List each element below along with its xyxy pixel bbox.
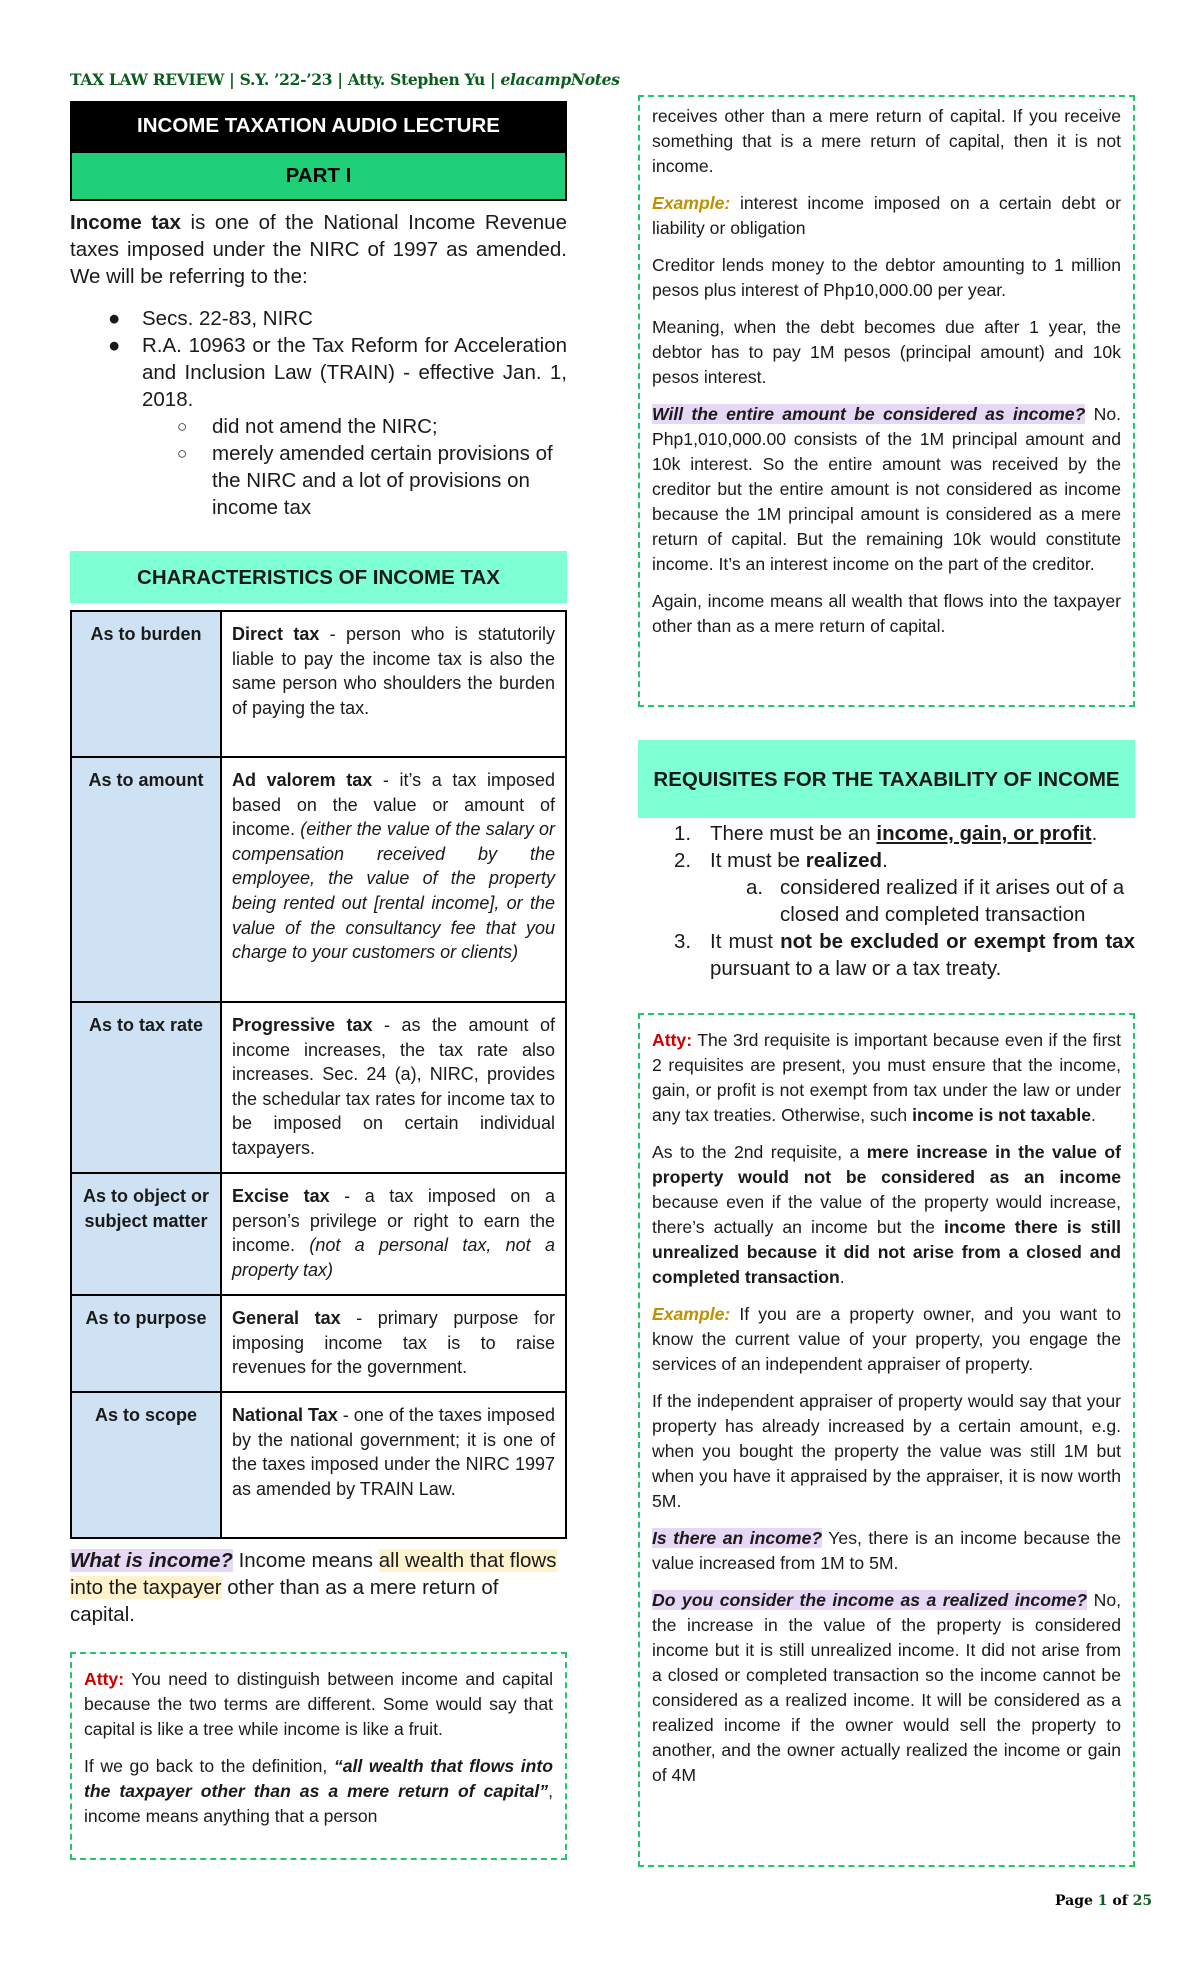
tax-description: - it’s a tax imposed based on the value or amount of income. — [232, 770, 555, 840]
list-item — [638, 847, 1135, 874]
list-item — [638, 820, 1135, 847]
note-emphasis: mere increase in the value of property would not be considered as an income — [652, 1142, 1121, 1187]
characteristics-table — [70, 610, 567, 1539]
list-item-text: It must be — [710, 849, 806, 872]
tax-term: Ad valorem tax — [232, 770, 373, 790]
note-text-end: . — [1091, 1105, 1096, 1125]
row-value — [221, 757, 566, 1002]
row-key: As to amount — [71, 757, 221, 1002]
note-text: Meaning, when the debt becomes due after 1 year, the debtor has to pay 1M pesos (principal amount) and 10k pesos interest. — [652, 317, 1121, 387]
row-key: As to tax rate — [71, 1002, 221, 1173]
sub-list-letter: a. — [746, 876, 764, 899]
page-label: Page — [1055, 1893, 1098, 1909]
bullet-icon: ● — [108, 307, 121, 330]
circle-bullet-icon: ○ — [177, 444, 188, 463]
example-label: Example: — [652, 1304, 731, 1324]
page-of: of — [1107, 1893, 1133, 1909]
table-row — [71, 1392, 566, 1538]
example-label: Example: — [652, 193, 731, 213]
list-item-text-end: . — [882, 849, 888, 872]
list-number: 1. — [674, 822, 692, 845]
note-text-end: . — [839, 1267, 845, 1287]
question-text: What is income? — [70, 1549, 233, 1572]
highlighted-definition: all wealth that flows into the taxpayer — [70, 1549, 557, 1599]
intro-paragraph — [70, 209, 567, 290]
atty-label: Atty: — [652, 1030, 693, 1050]
requisites-list — [638, 820, 1135, 982]
atty-label: Atty: — [84, 1669, 125, 1689]
tax-description: - person who is statutorily liable to pay the income tax is also the same person who shoulders the burden of paying the tax. — [232, 624, 555, 718]
row-key: As to scope — [71, 1392, 221, 1538]
list-item-emphasis: not be excluded or exempt from tax — [780, 930, 1135, 953]
row-value — [221, 1392, 566, 1538]
row-value — [221, 611, 566, 757]
note-text: You need to distinguish between income and capital because the two terms are different. Some would say that capital is like a tree while income is like a fruit. — [84, 1669, 553, 1739]
list-item-text-end: . — [1091, 822, 1098, 845]
sub-list-item — [70, 440, 567, 521]
tax-note: (either the value of the salary or compensation received by the employee, the value of the property being rented out [rental income], or the value of the consultancy fee that you charge to your customers or clients) — [232, 819, 555, 963]
answer-text: No, the increase in the value of the property is considered income but it is still unrealized income. It did not arise from a closed or completed transaction so the income cannot be considered as a realized income. It will be considered as a realized income if the owner would sell the property to another, and the owner actually realized the income or gain of 4M — [652, 1590, 1121, 1785]
row-value — [221, 1173, 566, 1295]
tax-term: National Tax — [232, 1405, 338, 1425]
list-number: 2. — [674, 849, 692, 872]
sub-list-item-text: did not amend the NIRC; — [212, 415, 438, 438]
note-text: , income means anything that a person — [84, 1781, 553, 1826]
answer-text: Income means — [232, 1549, 379, 1572]
table-row — [71, 1002, 566, 1173]
continued-note-box — [638, 95, 1135, 707]
question-text: Will the entire amount be considered as income? — [652, 404, 1086, 424]
requisites-heading: REQUISITES FOR THE TAXABILITY OF INCOME — [638, 740, 1135, 818]
intro-term: Income tax — [70, 211, 181, 234]
characteristics-heading: CHARACTERISTICS OF INCOME TAX — [70, 551, 567, 603]
table-row — [71, 757, 566, 1002]
note-text: Again, income means all wealth that flows into the taxpayer other than as a mere return of capital. — [652, 591, 1121, 636]
tax-note: (not a personal tax, not a property tax) — [232, 1235, 556, 1280]
atty-note-box-1 — [70, 1652, 567, 1860]
header-brand: elacampNotes — [500, 70, 620, 89]
list-item-text: It must — [710, 930, 781, 953]
list-item-text: There must be an — [710, 822, 877, 845]
list-item-text-end: pursuant to a law or a tax treaty. — [710, 957, 1002, 980]
note-text: As to the 2nd requisite, a — [652, 1142, 867, 1162]
list-item — [638, 928, 1135, 982]
note-text: receives other than a mere return of capital. If you receive something that is a mere return of capital, then it is not income. — [652, 106, 1121, 176]
circle-bullet-icon: ○ — [177, 417, 188, 436]
list-item-emphasis: realized — [805, 849, 883, 872]
definition-quote: “all wealth that flows into the taxpayer other than as a mere return of capital” — [84, 1756, 553, 1801]
lecture-title: INCOME TAXATION AUDIO LECTURE — [70, 101, 567, 151]
tax-term: Progressive tax — [232, 1015, 373, 1035]
list-item-text: Secs. 22-83, NIRC — [142, 307, 313, 330]
intro-text: is one of the National Income Revenue taxes imposed under the NIRC of 1997 as amended. We will be referring to the: — [70, 211, 567, 288]
sub-list-item — [70, 413, 567, 440]
answer-text-end: other than as a mere return of capital. — [70, 1576, 499, 1626]
current-page: 1 — [1097, 1893, 1108, 1909]
atty-note-box-2 — [638, 1013, 1135, 1867]
row-key: As to purpose — [71, 1295, 221, 1392]
reference-list — [70, 305, 567, 521]
bullet-icon: ● — [108, 334, 121, 357]
list-item — [70, 332, 567, 413]
tax-term: Excise tax — [232, 1186, 330, 1206]
table-row — [71, 1173, 566, 1295]
tax-description: - as the amount of income increases, the tax rate also increases. Sec. 24 (a), NIRC, provides the schedular tax rates for income tax to be imposed on certain individual taxpayers. — [232, 1015, 556, 1158]
header-text: TAX LAW REVIEW | S.Y. ’22-’23 | Atty. Stephen Yu | — [70, 70, 501, 89]
sub-list-item-text: considered realized if it arises out of a closed and completed transaction — [780, 876, 1125, 926]
tax-term: Direct tax — [232, 624, 320, 644]
tax-description: - primary purpose for imposing income tax is to raise revenues for the government. — [232, 1308, 555, 1378]
list-item — [70, 305, 567, 332]
list-item-text: R.A. 10963 or the Tax Reform for Acceleration and Inclusion Law (TRAIN) - effective Jan. 1, 2018. — [142, 334, 567, 411]
answer-text: Yes, there is an income because the value increased from 1M to 5M. — [652, 1528, 1122, 1573]
table-row — [71, 1295, 566, 1392]
page-number — [1055, 1893, 1152, 1909]
note-text: If the independent appraiser of property would say that your property has already increased by a certain amount, e.g. when you bought the property the value was still 1M but when you have it appraised by the appraiser, it is now worth 5M. — [652, 1391, 1121, 1511]
row-key: As to object or subject matter — [71, 1173, 221, 1295]
note-text: because even if the value of the property would increase, there’s actually an income but the — [652, 1192, 1121, 1237]
answer-text: No. Php1,010,000.00 consists of the 1M principal amount and 10k interest. So the entire amount was received by the creditor but the entire amount is not considered as income because the 1M principal amount is considered as a mere return of capital. But the remaining 10k would constitute income. It’s an interest income on the part of the creditor. — [652, 404, 1121, 574]
row-value — [221, 1002, 566, 1173]
tax-description: - one of the taxes imposed by the national government; it is one of the taxes imposed under the NIRC 1997 as amended by TRAIN Law. — [232, 1405, 555, 1499]
part-title: PART I — [70, 151, 567, 201]
what-is-income-paragraph — [70, 1547, 567, 1628]
note-emphasis: income there is still unrealized because it did not arise from a closed and completed transaction — [652, 1217, 1121, 1287]
example-text: If you are a property owner, and you want to know the current value of your property, you engage the services of an independent appraiser of property. — [652, 1304, 1121, 1374]
row-key: As to burden — [71, 611, 221, 757]
sub-list-item — [638, 874, 1135, 928]
table-row — [71, 611, 566, 757]
tax-description: - a tax imposed on a person’s privilege or right to earn the income. — [232, 1186, 555, 1256]
document-header — [70, 70, 620, 89]
note-text: The 3rd requisite is important because even if the first 2 requisites are present, you must ensure that the income, gain, or profit is not exempt from tax under the law or under any tax treaties. Otherwise, such — [652, 1030, 1121, 1125]
total-pages: 25 — [1132, 1893, 1153, 1909]
row-value — [221, 1295, 566, 1392]
example-text: interest income imposed on a certain debt or liability or obligation — [652, 193, 1121, 238]
note-emphasis: income is not taxable — [912, 1105, 1092, 1125]
note-text: If we go back to the definition, — [84, 1756, 334, 1776]
question-text: Do you consider the income as a realized income? — [652, 1590, 1088, 1610]
list-number: 3. — [674, 930, 692, 953]
list-item-emphasis: income, gain, or profit — [876, 822, 1092, 845]
sub-list-item-text: merely amended certain provisions of the NIRC and a lot of provisions on income tax — [212, 442, 553, 519]
tax-term: General tax — [232, 1308, 341, 1328]
note-text: Creditor lends money to the debtor amounting to 1 million pesos plus interest of Php10,000.00 per year. — [652, 255, 1121, 300]
question-text: Is there an income? — [652, 1528, 823, 1548]
